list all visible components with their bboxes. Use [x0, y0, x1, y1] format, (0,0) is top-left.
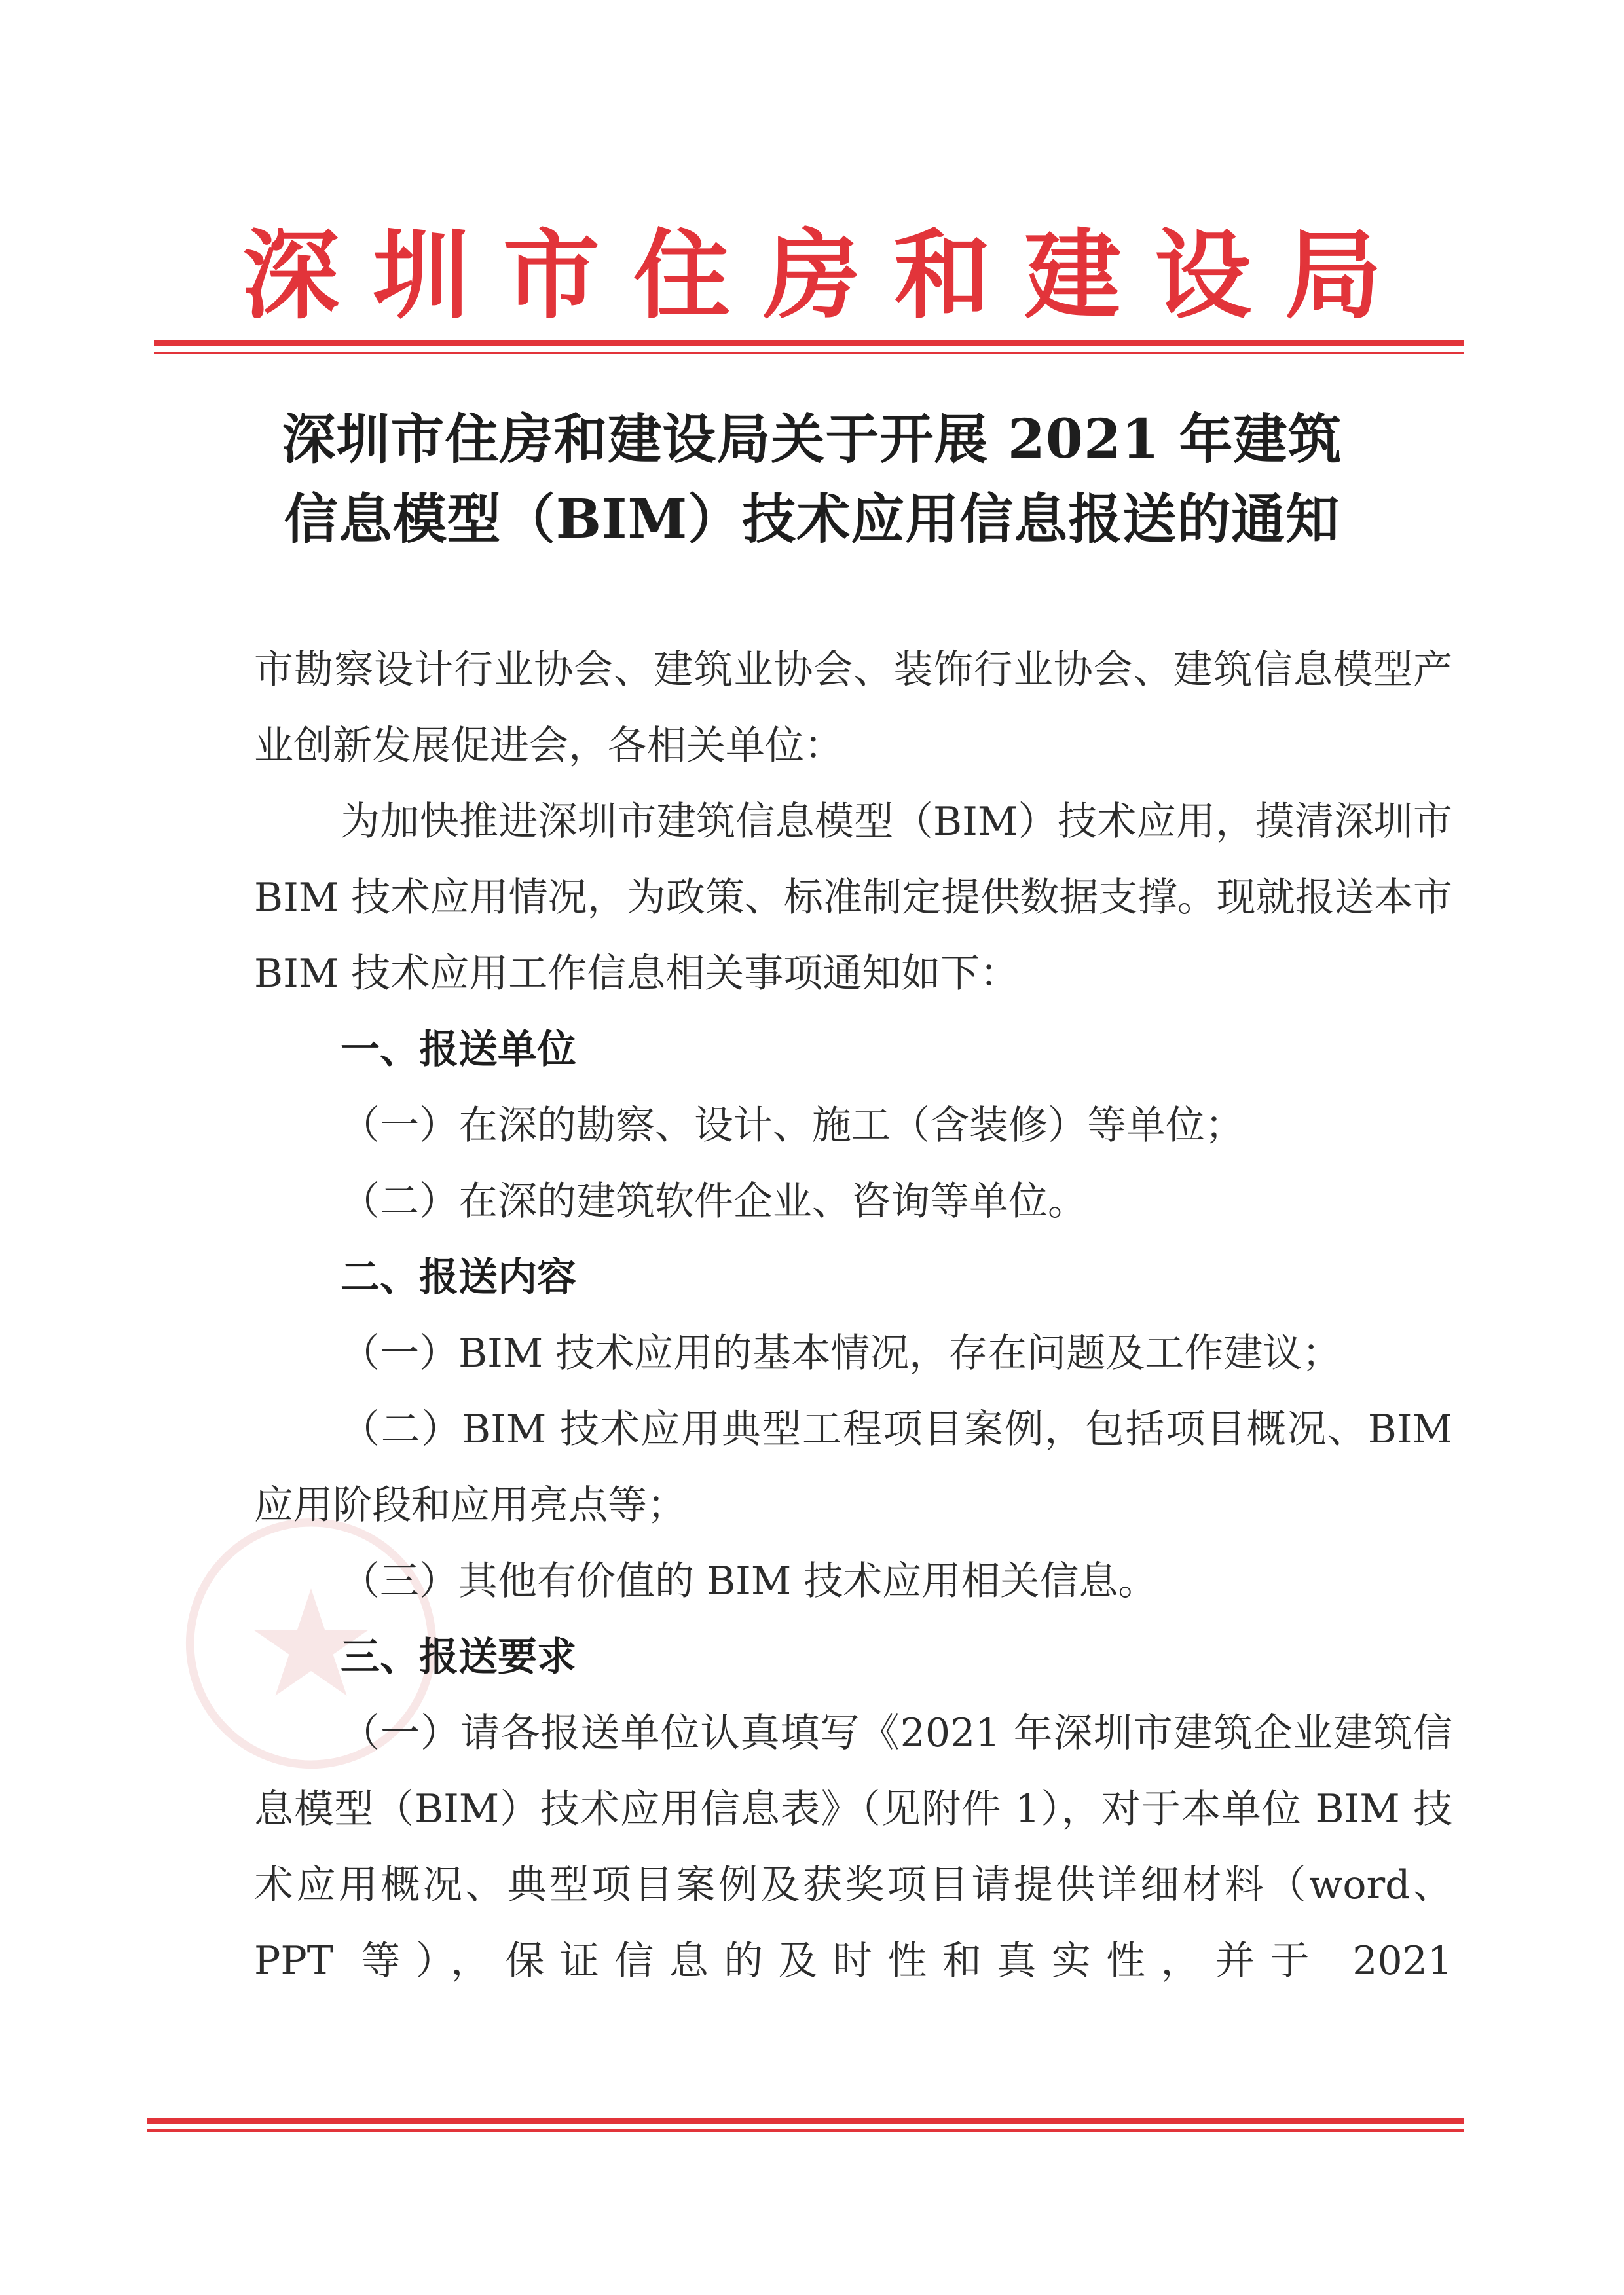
section-item: （一）请各报送单位认真填写《2021 年深圳市建筑企业建筑信息模型（BIM）技术应用信息表》（见附件 1），对于本单位 BIM 技术应用概况、典型项目案例及获奖项目请提供详细材料（word、PPT 等），保证信息的及时性和真实性，并于 2021 — [254, 1710, 1452, 1984]
masthead-char: 圳 — [373, 218, 470, 332]
masthead-char: 深 — [242, 218, 339, 332]
masthead-char: 市 — [503, 218, 600, 332]
title-line-1: 深圳市住房和建设局关于开展 2021 年建筑 — [282, 408, 1342, 471]
document-body — [254, 632, 1452, 1999]
masthead-char: 住 — [633, 218, 730, 332]
section-item: （一）在深的勘察、设计、施工（含装修）等单位； — [341, 1103, 1244, 1148]
masthead-divider — [154, 340, 1464, 354]
masthead-char: 建 — [1024, 218, 1121, 332]
addressee: 市勘察设计行业协会、建筑业协会、装饰行业协会、建筑信息模型产业创新发展促进会，各相关单位： — [254, 647, 1452, 769]
section-item: （三）其他有价值的 BIM 技术应用相关信息。 — [341, 1558, 1158, 1604]
masthead-char: 房 — [764, 218, 860, 332]
masthead-char: 和 — [894, 218, 991, 332]
masthead — [242, 216, 1382, 334]
masthead-char: 设 — [1154, 218, 1251, 332]
title-line-2: 信息模型（BIM）技术应用信息报送的通知 — [284, 488, 1340, 551]
section-item: （二）在深的建筑软件企业、咨询等单位。 — [341, 1179, 1087, 1224]
footer-divider — [147, 2118, 1464, 2132]
masthead-char: 局 — [1285, 218, 1382, 332]
section-heading: 三、报送要求 — [341, 1634, 576, 1680]
section-item: （一）BIM 技术应用的基本情况，存在问题及工作建议； — [341, 1331, 1342, 1376]
document-title — [196, 399, 1428, 559]
intro-paragraph: 为加快推进深圳市建筑信息模型（BIM）技术应用，摸清深圳市 BIM 技术应用情况，为政策、标准制定提供数据支撑。现就报送本市 BIM 技术应用工作信息相关事项通知如下： — [254, 799, 1452, 997]
section-heading: 二、报送内容 — [341, 1255, 576, 1300]
section-item: （二）BIM 技术应用典型工程项目案例，包括项目概况、BIM 应用阶段和应用亮点等； — [254, 1406, 1452, 1528]
section-heading: 一、报送单位 — [341, 1027, 576, 1073]
